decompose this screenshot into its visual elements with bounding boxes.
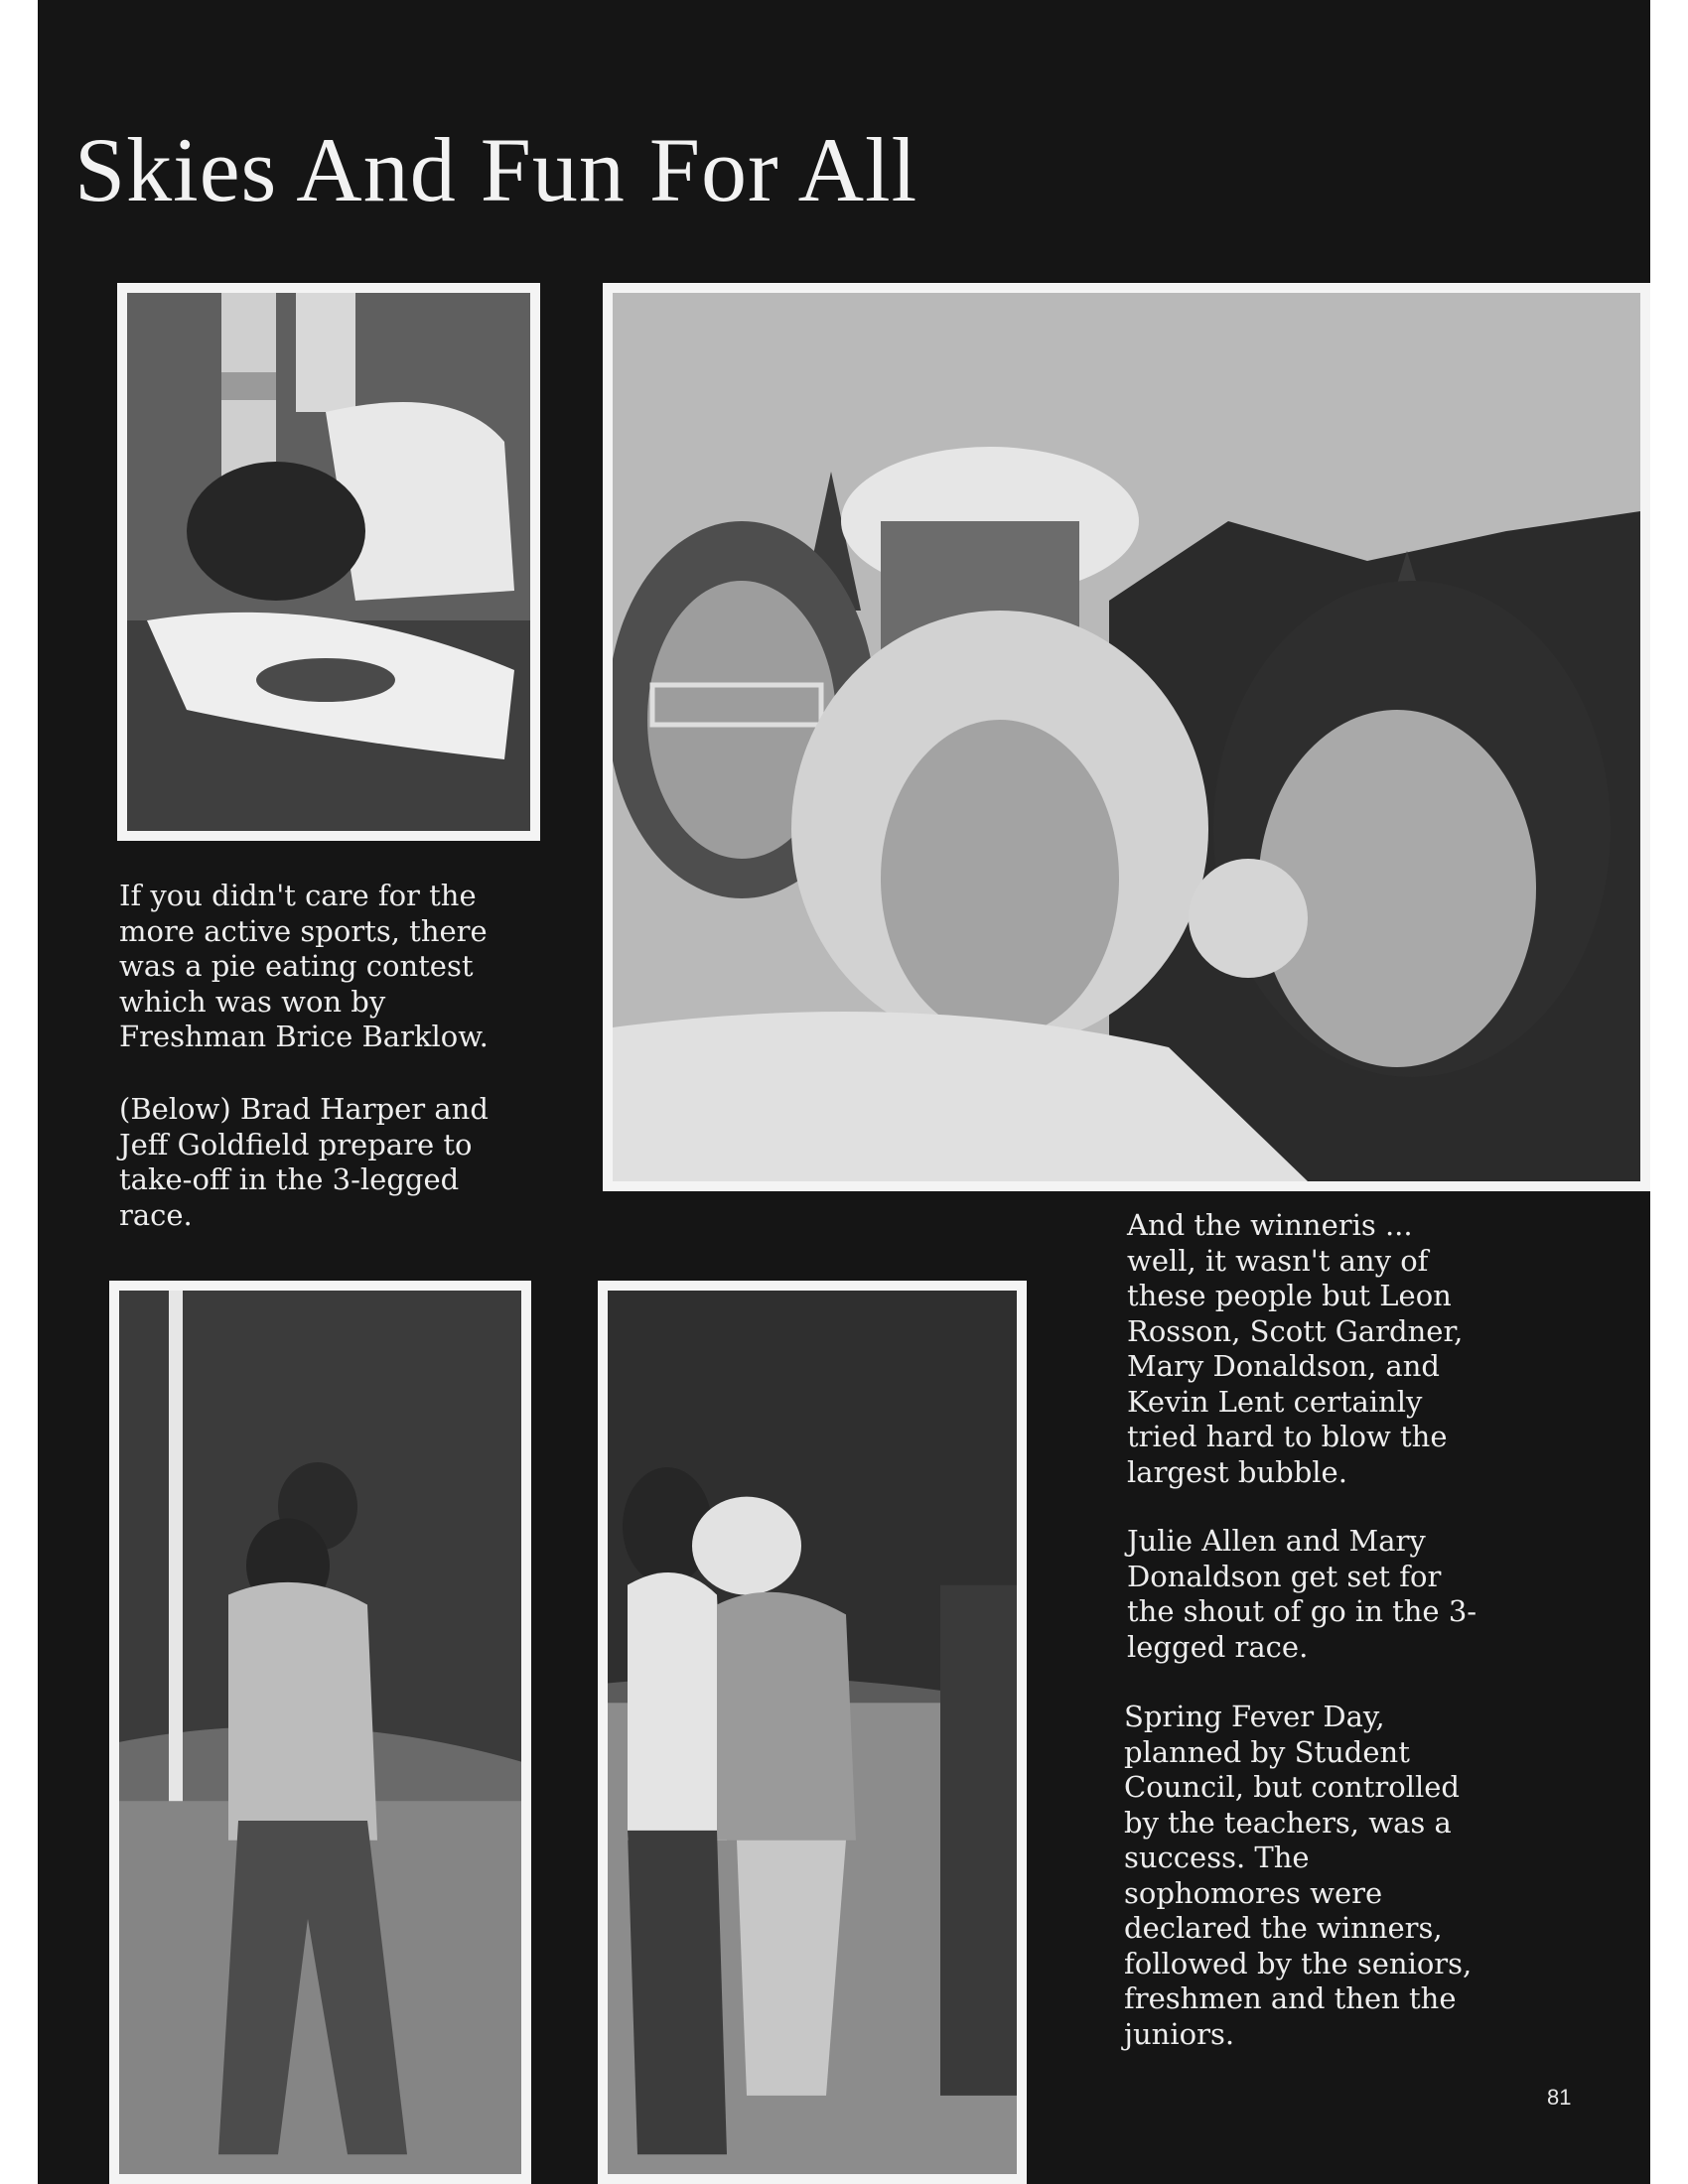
page-title: Skies And Fun For All: [74, 119, 918, 220]
caption-bubble-gum-winner: And the winneris ... well, it wasn't any of these people but Leon Rosson, Scott Gardner, Mary Donaldson, and Kevin Lent certainly tried hard to blow the largest bubble.: [1127, 1208, 1464, 1489]
caption-spring-fever-day: Spring Fever Day, planned by Student Council, but controlled by the teachers, was a success. The sophomores were declared the winners, followed by the seniors, freshmen and then the juniors.: [1124, 1700, 1473, 2051]
photo-bubble-gum-contest: [603, 283, 1650, 1191]
caption-pie-eating-contest: If you didn't care for the more active sports, there was a pie eating contest which was won by Freshman Brice Barklow.: [119, 879, 489, 1053]
photo-pie-eating-contest: [117, 283, 540, 841]
page-number: 81: [1547, 2085, 1572, 2110]
photo-three-legged-race-boys: [109, 1281, 531, 2184]
photo-three-legged-race-girls: [598, 1281, 1027, 2184]
caption-three-legged-race-boys: (Below) Brad Harper and Jeff Goldfield prepare to take-off in the 3-legged race.: [119, 1092, 489, 1232]
caption-julie-and-mary: Julie Allen and Mary Donaldson get set for the shout of go in the 3- legged race.: [1127, 1524, 1477, 1664]
